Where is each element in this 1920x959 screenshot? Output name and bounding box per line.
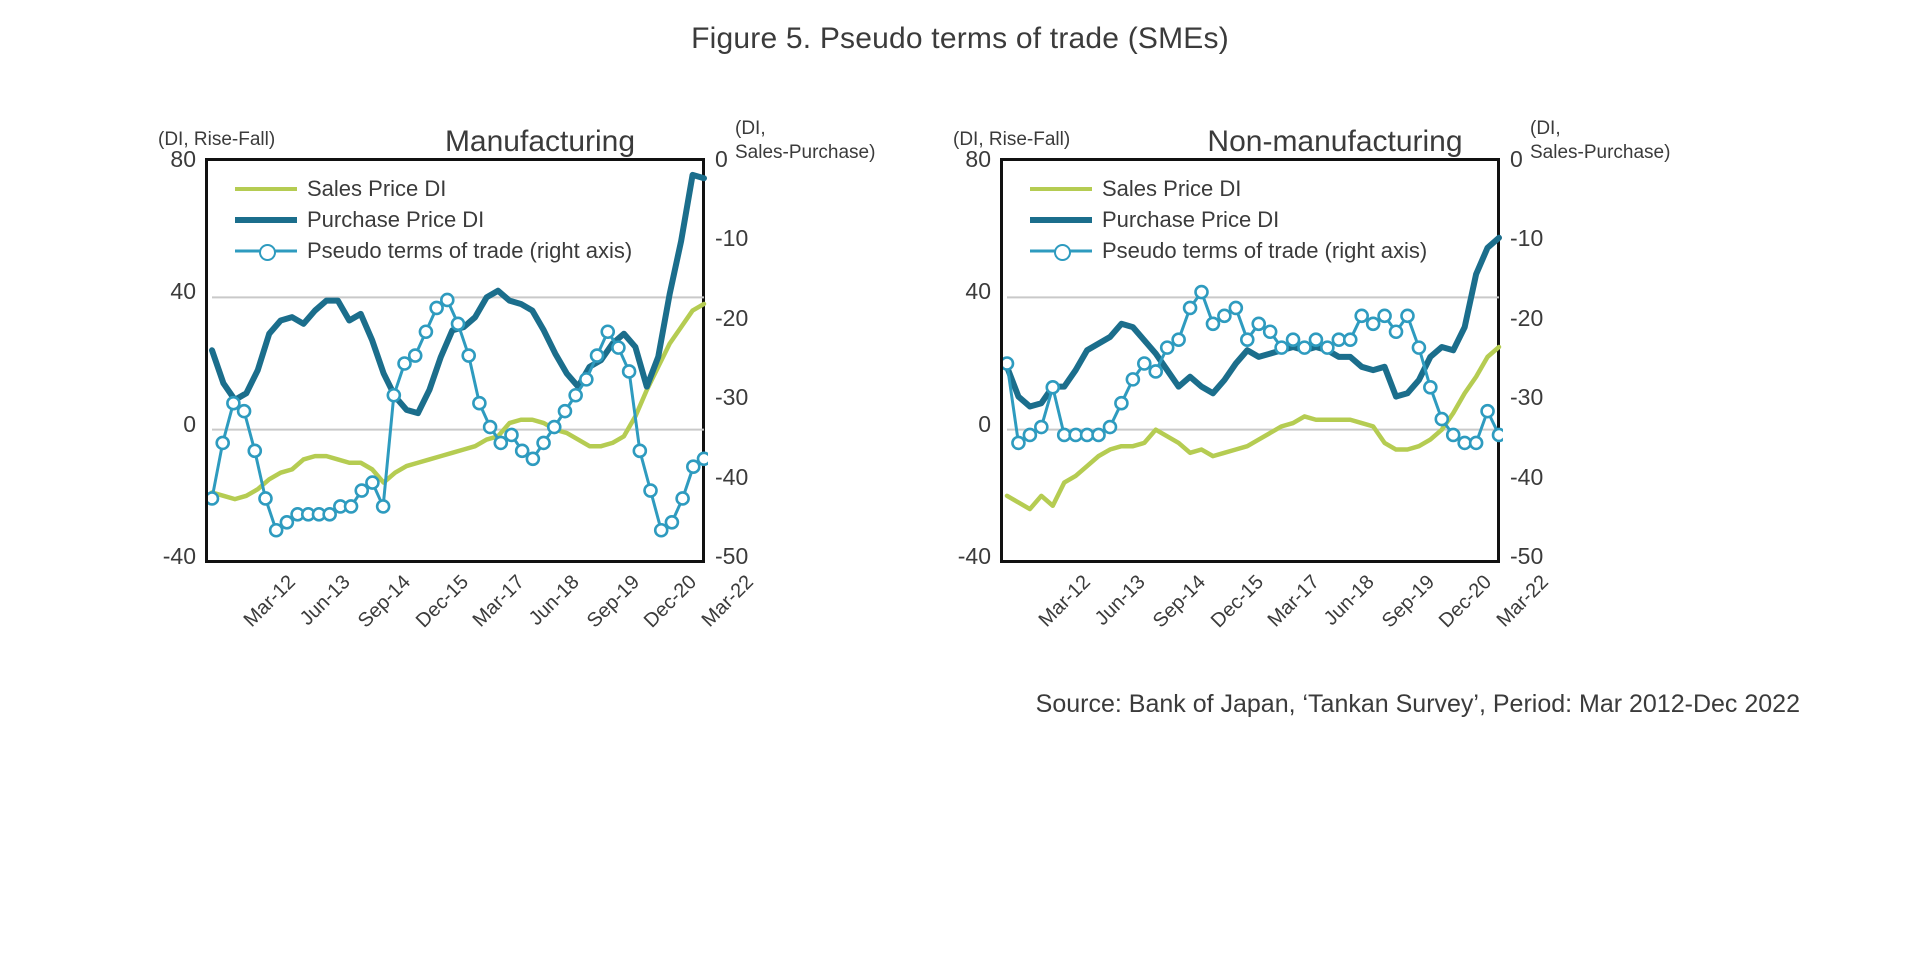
y-axis-tick-right: -50 (1510, 543, 1544, 569)
x-axis-tick: Sep-19 (583, 571, 645, 633)
y-axis-tick-left: 0 (978, 410, 991, 437)
y-axis-tick-right: -30 (715, 384, 749, 411)
legend-item-purchase-price-di (1030, 206, 1427, 234)
y-axis-tick-right: -40 (1510, 463, 1544, 490)
x-axis-tick: Mar-12 (1034, 571, 1095, 632)
y-axis-tick-left: 80 (965, 146, 991, 172)
y-axis-tick-right: -20 (1510, 304, 1544, 331)
y-axis-tick-right: -40 (715, 463, 749, 490)
y-axis-tick-left: -40 (162, 543, 196, 569)
right-axis-caption: (DI, Sales-Purchase) (1530, 118, 1671, 163)
legend-swatch-icon (1030, 210, 1092, 230)
legend-item-purchase-price-di (235, 206, 632, 234)
chart-panel-manufacturing (150, 118, 1010, 765)
source-note: Source: Bank of Japan, ‘Tankan Survey’, Period: Mar 2012-Dec 2022 (1035, 690, 1800, 718)
legend-swatch-icon (235, 241, 297, 261)
legend-label: Pseudo terms of trade (right axis) (1102, 238, 1428, 263)
legend-item-pseudo-terms-of-trade (235, 237, 632, 265)
x-axis-tick: Dec-20 (640, 571, 702, 633)
x-axis-tick: Dec-15 (1206, 571, 1268, 633)
legend-swatch-icon (1030, 179, 1092, 199)
x-axis-tick: Jun-13 (296, 571, 355, 630)
y-axis-tick-right: -10 (715, 225, 749, 252)
right-axis-caption: (DI, Sales-Purchase) (735, 118, 876, 163)
y-axis-tick-left: 0 (183, 410, 196, 437)
left-axis-caption: (DI, Rise-Fall) (158, 129, 276, 150)
legend-swatch-icon (235, 179, 297, 199)
legend-item-pseudo-terms-of-trade (1030, 237, 1427, 265)
chart-panel-non-manufacturing (945, 118, 1805, 765)
chart-legend (235, 175, 632, 268)
legend-item-sales-price-di (1030, 175, 1427, 203)
y-axis-tick-left: 80 (170, 146, 196, 172)
legend-label: Purchase Price DI (307, 207, 485, 232)
x-axis-tick: Mar-17 (1263, 571, 1324, 632)
legend-swatch-icon (1030, 241, 1092, 261)
page-title: Figure 5. Pseudo terms of trade (SMEs) (691, 22, 1229, 55)
panel-title: Non-manufacturing (1207, 125, 1463, 158)
y-axis-tick-right: -30 (1510, 384, 1544, 411)
x-axis-tick: Sep-19 (1378, 571, 1440, 633)
x-axis-tick: Dec-15 (411, 571, 473, 633)
y-axis-tick-right: -10 (1510, 225, 1544, 252)
x-axis-tick: Mar-22 (697, 571, 758, 632)
legend-label: Pseudo terms of trade (right axis) (307, 238, 633, 263)
x-axis-tick: Mar-22 (1492, 571, 1553, 632)
y-axis-tick-left: 40 (965, 278, 991, 305)
left-axis-caption: (DI, Rise-Fall) (953, 129, 1071, 150)
x-axis-tick: Jun-13 (1091, 571, 1150, 630)
y-axis-tick-right: 0 (715, 146, 728, 172)
y-axis-tick-left: -40 (957, 543, 991, 569)
legend-label: Purchase Price DI (1102, 207, 1280, 232)
legend-swatch-icon (235, 210, 297, 230)
x-axis-tick: Mar-12 (239, 571, 300, 632)
panel-title: Manufacturing (444, 125, 636, 158)
x-axis-tick: Sep-14 (354, 571, 416, 633)
x-axis-tick: Sep-14 (1149, 571, 1211, 633)
legend-label: Sales Price DI (1102, 176, 1242, 201)
y-axis-tick-right: 0 (1510, 146, 1523, 172)
y-axis-tick-right: -50 (715, 543, 749, 569)
x-axis-tick: Jun-18 (524, 571, 584, 630)
x-axis-tick: Mar-17 (468, 571, 529, 632)
legend-label: Sales Price DI (307, 176, 447, 201)
chart-legend (1030, 175, 1427, 268)
x-axis-tick: Dec-20 (1435, 571, 1497, 633)
legend-item-sales-price-di (235, 175, 632, 203)
x-axis-tick: Jun-18 (1319, 571, 1379, 630)
y-axis-tick-left: 40 (170, 278, 196, 305)
y-axis-tick-right: -20 (715, 304, 749, 331)
